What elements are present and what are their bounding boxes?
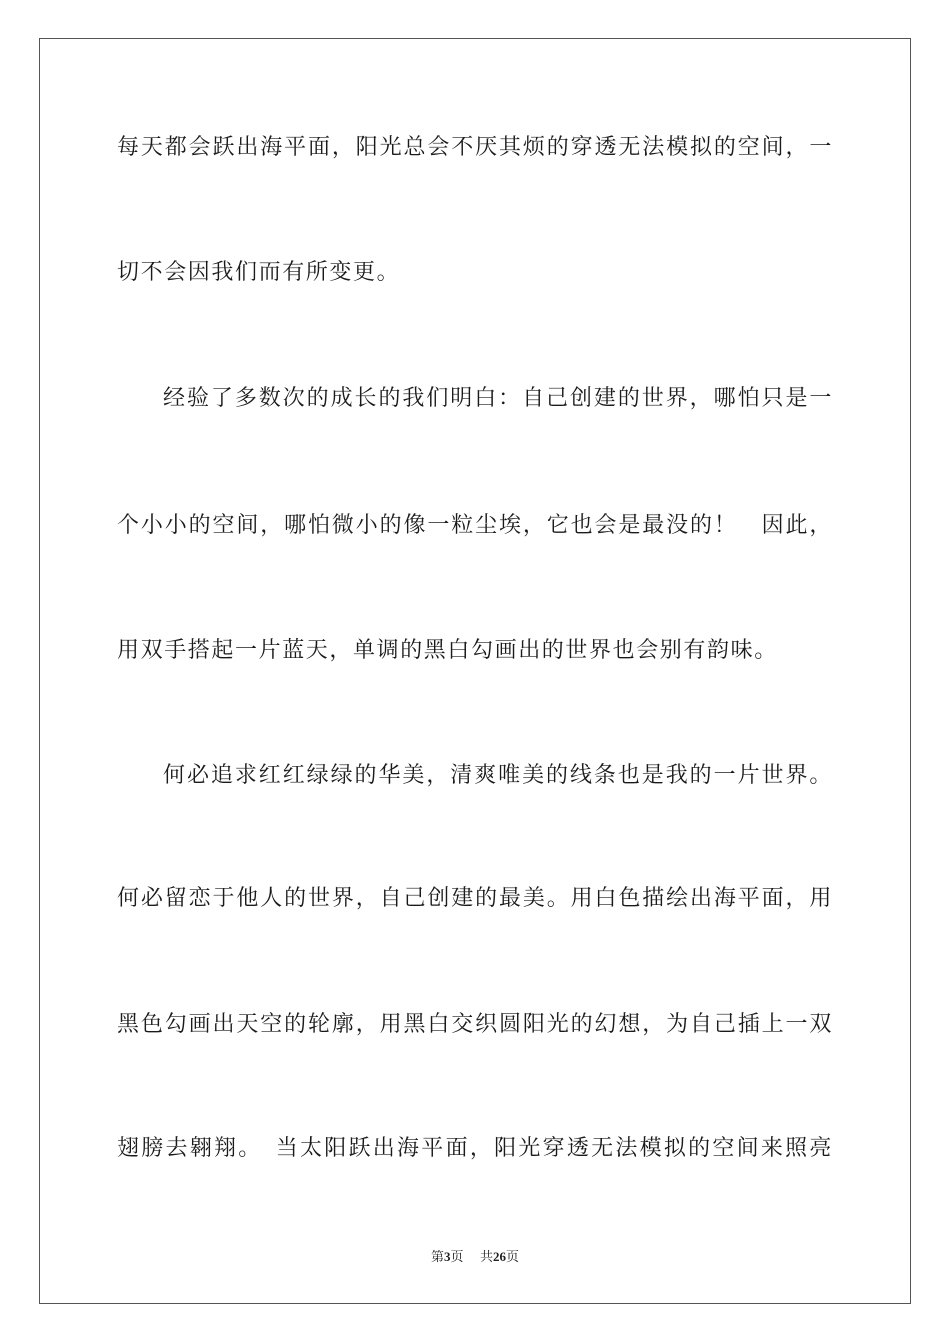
body-line-3: 经验了多数次的成长的我们明白：自己创建的世界，哪怕只是一 [163,386,833,411]
footer-total-pages: 26 [493,1249,507,1264]
footer-page-number: 3 [443,1249,451,1264]
body-line-6: 何必追求红红绿绿的华美，清爽唯美的线条也是我的一片世界。 [163,763,833,788]
footer-page-suffix: 页 [450,1250,464,1265]
body-line-4: 个小小的空间，哪怕微小的像一粒尘埃，它也会是最没的！ 因此， [117,513,833,538]
body-line-9: 翅膀去翱翔。 当太阳跃出海平面，阳光穿透无法模拟的空间来照亮 [117,1136,833,1161]
footer-total-prefix: 共 [480,1250,494,1265]
page-border [39,38,911,1304]
body-line-7: 何必留恋于他人的世界，自己创建的最美。用白色描绘出海平面，用 [117,886,833,911]
body-line-1: 每天都会跃出海平面，阳光总会不厌其烦的穿透无法模拟的空间，一 [117,135,833,160]
footer-total-suffix: 页 [506,1250,520,1265]
body-line-2: 切不会因我们而有所变更。 [117,260,401,285]
body-line-5: 用双手搭起一片蓝天，单调的黑白勾画出的世界也会别有韵味。 [117,638,778,663]
body-line-8: 黑色勾画出天空的轮廓，用黑白交织圆阳光的幻想，为自己插上一双 [117,1012,833,1037]
page-footer [0,1248,950,1267]
footer-page-prefix: 第 [430,1250,444,1265]
